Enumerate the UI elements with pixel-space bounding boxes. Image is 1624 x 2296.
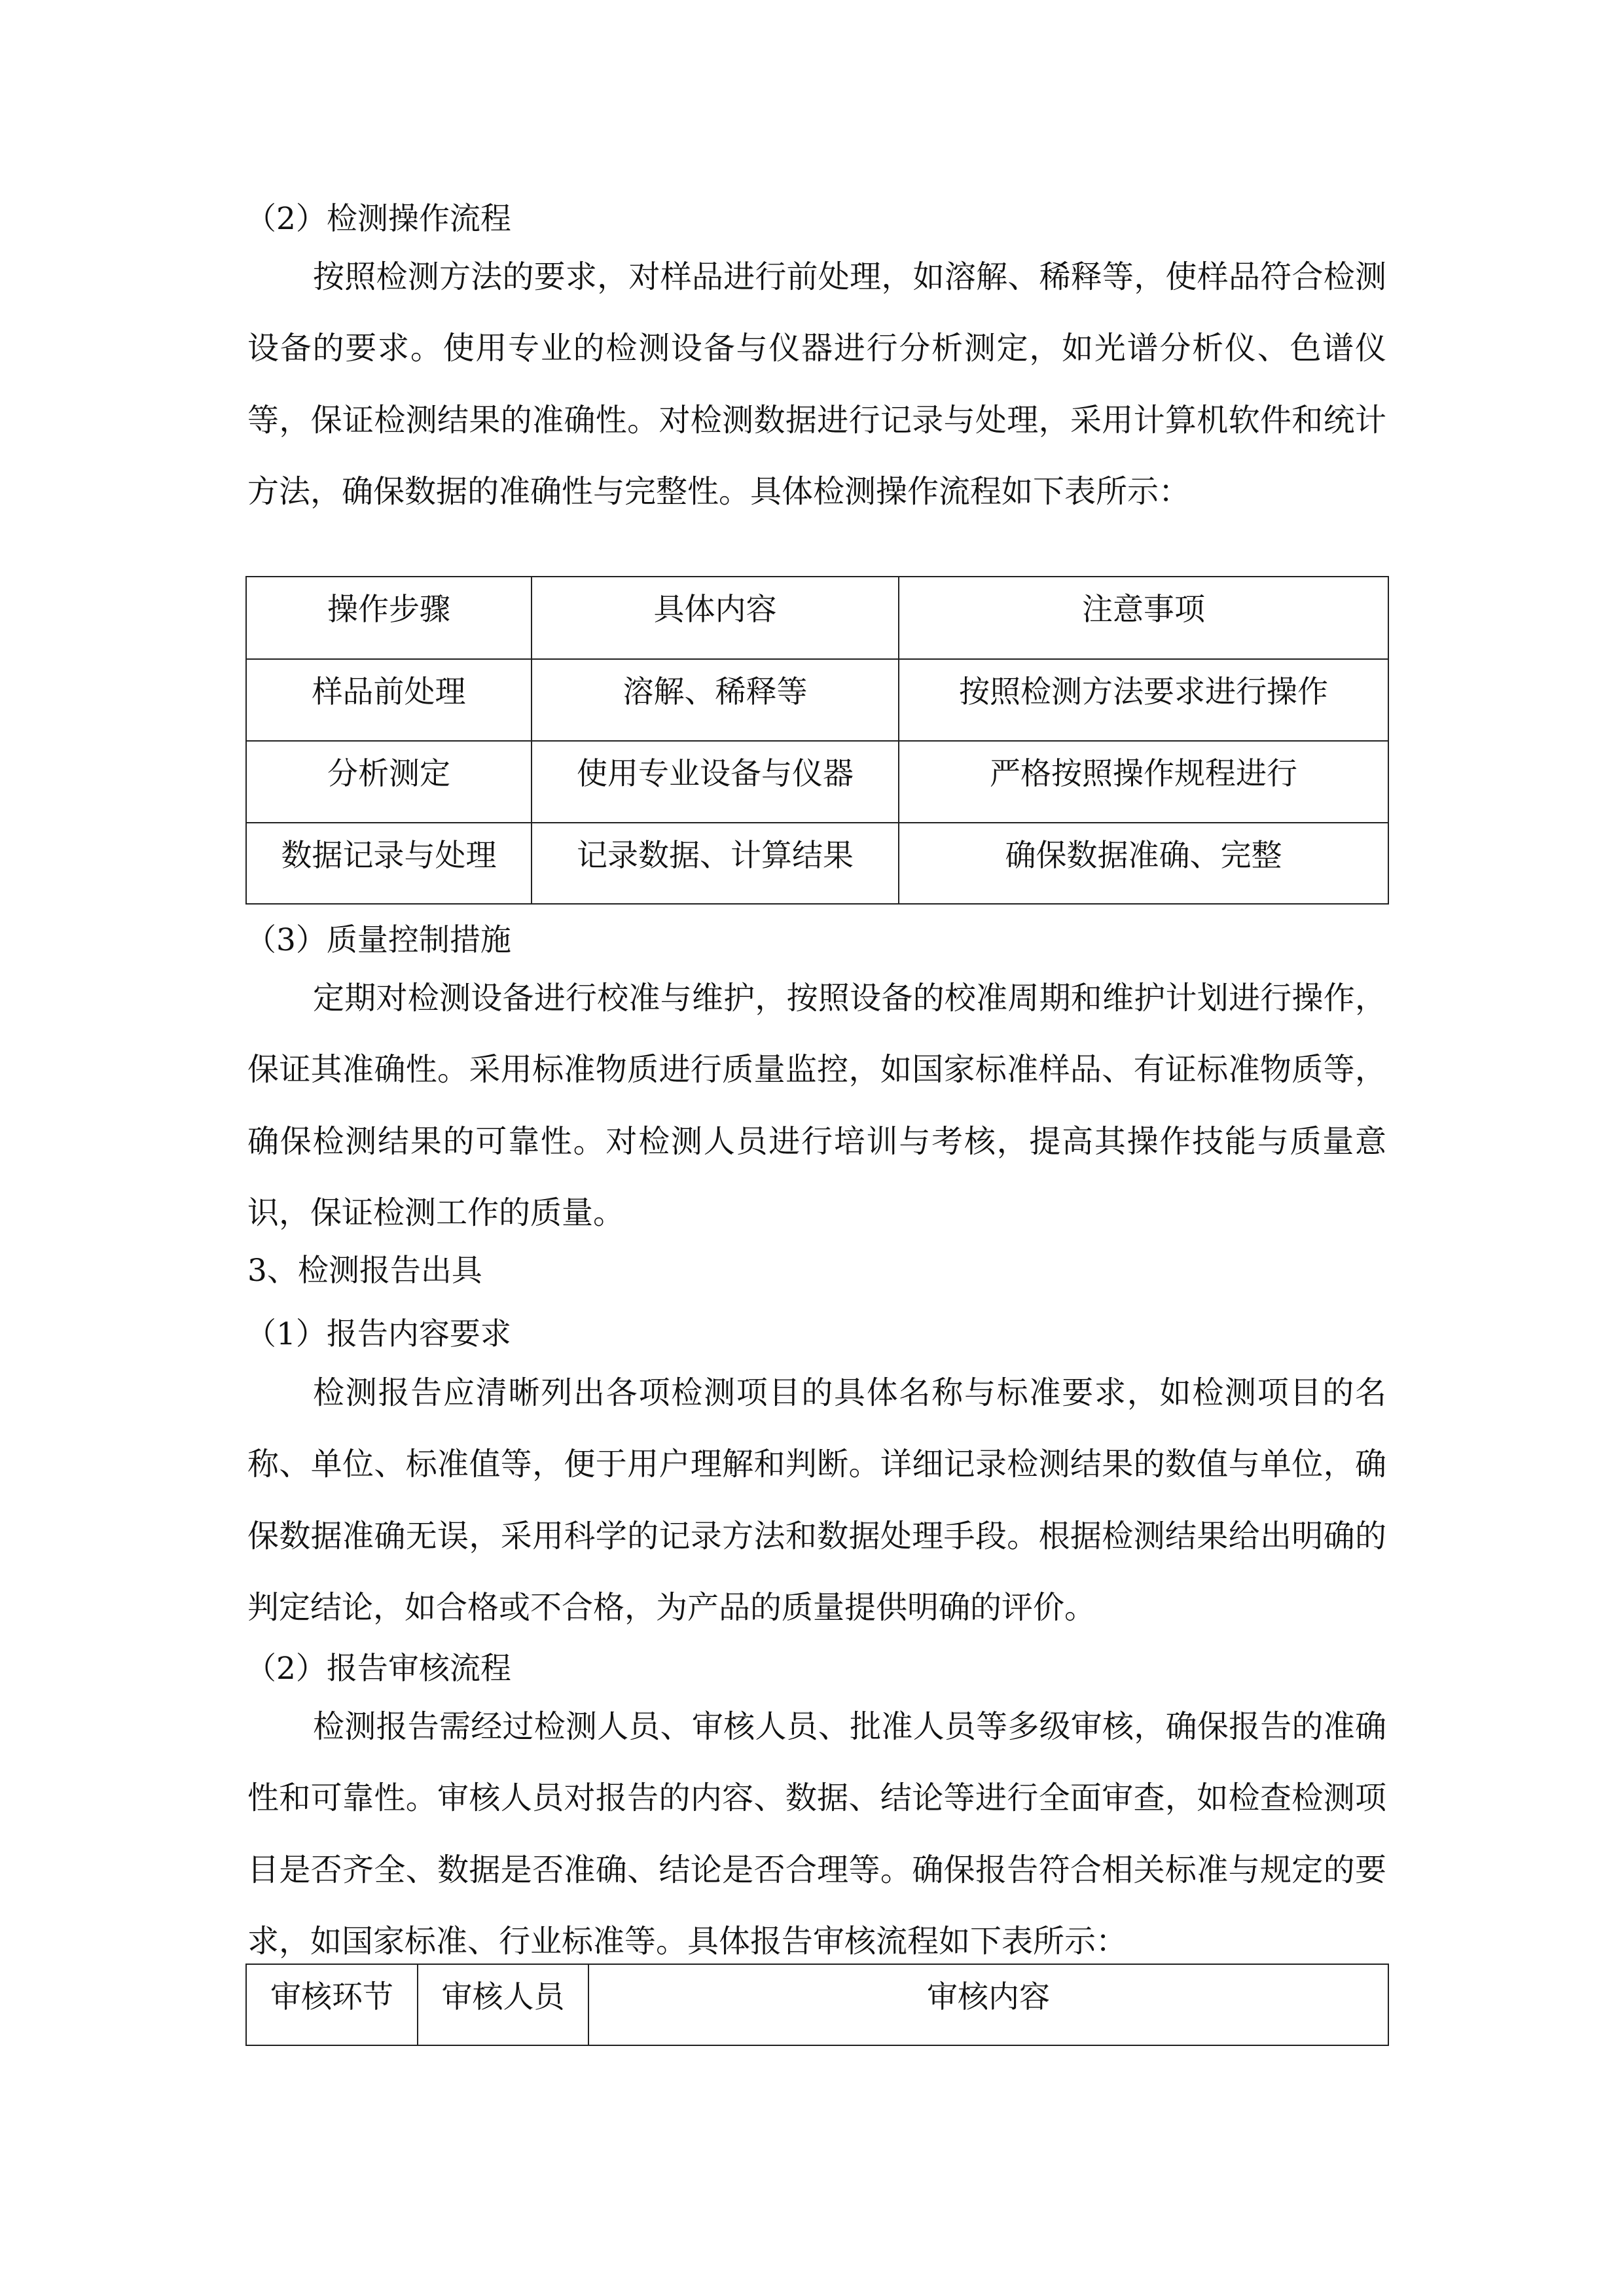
- table-header-cell: 审核环节: [246, 1964, 418, 2045]
- table-header-cell: 审核人员: [418, 1964, 588, 2045]
- table-row: [246, 659, 1388, 741]
- section-3-paragraph: 定期对检测设备进行校准与维护，按照设备的校准周期和维护计划进行操作，保证其准确性。采用标准物质进行质量监控，如国家标准样品、有证标准物质等，确保检测结果的可靠性。对检测人员进行培训与考核，提高其操作技能与质量意识，保证检测工作的质量。: [247, 980, 1386, 1231]
- section-2-heading: （2）检测操作流程: [245, 201, 511, 237]
- table-header-row: [246, 1964, 1388, 2045]
- table-header-row: [246, 577, 1388, 659]
- table-cell: 按照检测方法要求进行操作: [899, 659, 1388, 741]
- table-cell: 样品前处理: [246, 659, 532, 741]
- table-cell: 使用专业设备与仪器: [532, 741, 899, 823]
- report-1-heading: （1）报告内容要求: [245, 1316, 511, 1352]
- section-2-paragraph: 按照检测方法的要求，对样品进行前处理，如溶解、稀释等，使样品符合检测设备的要求。使用专业的检测设备与仪器进行分析测定，如光谱分析仪、色谱仪等，保证检测结果的准确性。对检测数据进行记录与处理，采用计算机软件和统计方法，确保数据的准确性与完整性。具体检测操作流程如下表所示：: [247, 259, 1386, 510]
- section-3-heading: （3）质量控制措施: [245, 922, 511, 958]
- table-row: [246, 741, 1388, 823]
- table-header-cell: 注意事项: [899, 577, 1388, 659]
- table-cell: 分析测定: [246, 741, 532, 823]
- chapter-3-heading: 3、检测报告出具: [247, 1253, 482, 1289]
- review-flow-table: [245, 1964, 1389, 2046]
- table-header-cell: 具体内容: [532, 577, 899, 659]
- report-1-paragraph: 检测报告应清晰列出各项检测项目的具体名称与标准要求，如检测项目的名称、单位、标准值等，便于用户理解和判断。详细记录检测结果的数值与单位，确保数据准确无误，采用科学的记录方法和数据处理手段。根据检测结果给出明确的判定结论，如合格或不合格，为产品的质量提供明确的评价。: [247, 1374, 1386, 1626]
- table-cell: 确保数据准确、完整: [899, 823, 1388, 904]
- operation-flow-table: [245, 576, 1389, 905]
- table-cell: 溶解、稀释等: [532, 659, 899, 741]
- table-cell: 记录数据、计算结果: [532, 823, 899, 904]
- table-cell: 数据记录与处理: [246, 823, 532, 904]
- report-2-heading: （2）报告审核流程: [245, 1651, 511, 1687]
- report-2-paragraph: 检测报告需经过检测人员、审核人员、批准人员等多级审核，确保报告的准确性和可靠性。审核人员对报告的内容、数据、结论等进行全面审查，如检查检测项目是否齐全、数据是否准确、结论是否合理等。确保报告符合相关标准与规定的要求，如国家标准、行业标准等。具体报告审核流程如下表所示：: [247, 1708, 1386, 1960]
- table-row: [246, 823, 1388, 904]
- table-header-cell: 审核内容: [588, 1964, 1388, 2045]
- table-header-cell: 操作步骤: [246, 577, 532, 659]
- table-cell: 严格按照操作规程进行: [899, 741, 1388, 823]
